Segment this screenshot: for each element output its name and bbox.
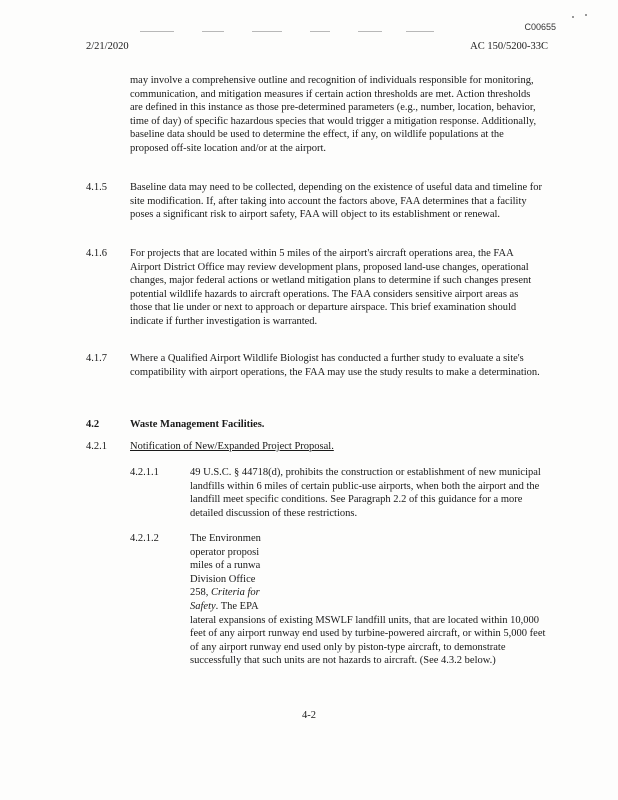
section-4-2-1-2-text [190, 532, 552, 668]
fragment-line-6 [190, 600, 552, 614]
fragment-line-2: operator proposi [190, 546, 260, 558]
fragment-line-4: Division Office [190, 573, 256, 585]
header-doc-number: AC 150/5200-33C [470, 41, 548, 52]
fragment-line-3: miles of a runwa [190, 560, 261, 572]
section-4-1-5-text: Baseline data may need to be collected, depending on the existence of useful data and timeline for site modification. If, after taking into account the factors above, FAA determines that a facility poses a significant risk to airport safety, FAA will object to its establishment or renewal. [130, 182, 542, 221]
section-4-1-6-number: 4.1.6 [86, 248, 107, 259]
scan-speck [572, 16, 574, 18]
section-4-2-title: Waste Management Facilities. [130, 419, 265, 430]
section-4-2-1-number: 4.2.1 [86, 441, 107, 452]
fragment-line-5-a: 258, [190, 587, 211, 599]
fragment-line-5-italic: Criteria for [211, 587, 260, 599]
header-scan-marks [140, 29, 470, 35]
section-4-1-5-number: 4.1.5 [86, 182, 107, 193]
bates-number: C00655 [524, 22, 556, 32]
fragment-line-6-b: . The EPA [215, 600, 259, 612]
section-4-2-1-title: Notification of New/Expanded Project Proposal. [130, 441, 334, 452]
section-4-1-7-number: 4.1.7 [86, 353, 107, 364]
intro-paragraph: may involve a comprehensive outline and recognition of individuals responsible for monitoring, communication, and mitigation measures if certain action thresholds are met. Action thresholds are defined in this instance as those pre-determined parameters (e.g., number, location, behavior, time of day) of specific hazardous species that would trigger a mitigation response. Additionally, baseline data should be used to determine the effect, if any, on wildlife populations at the proposed off-site location and/or at the airport. [130, 75, 537, 154]
header-date: 2/21/2020 [86, 41, 129, 52]
section-4-2-1-1-text: 49 U.S.C. § 44718(d), prohibits the construction or establishment of new municipal landfills within 6 miles of certain public-use airports, when both the airport and the landfill meet specific conditions. See Paragraph 2.2 of this guidance for a more detailed discussion of these restrictions. [190, 467, 541, 519]
fragment-line-6-italic: Safety [190, 600, 216, 612]
fragment-line-1: The Environmen [190, 533, 261, 544]
scan-speck [585, 14, 587, 16]
fragment-line-5 [190, 586, 552, 600]
page-number: 4-2 [302, 710, 316, 721]
section-4-2-number: 4.2 [86, 419, 100, 430]
section-4-2-1-2-rest: lateral expansions of existing MSWLF landfill units, that are located within 10,000 feet of any airport runway end used by turbine-powered aircraft, or within 5,000 feet of any airport runway end used only by piston-type aircraft, to demonstrate successfully that such units are not hazards to aircraft. (See 4.3.2 below.) [190, 614, 546, 667]
section-4-2-1-2-number: 4.2.1.2 [130, 533, 159, 544]
section-4-2-1-1-number: 4.2.1.1 [130, 467, 159, 478]
section-4-1-7-text: Where a Qualified Airport Wildlife Biologist has conducted a further study to evaluate a site's compatibility with airport operations, the FAA may use the study results to make a determination. [130, 353, 540, 378]
section-4-1-6-text: For projects that are located within 5 miles of the airport's aircraft operations area, the FAA Airport District Office may review development plans, proposed land-use changes, operational changes, major federal actions or wetland mitigation plans to determine if such changes present potential wildlife hazards to aircraft operations. The FAA considers sensitive airport areas as those that lie under or next to approach or departure airspace. This brief examination should indicate if further investigation is warranted. [130, 248, 532, 327]
